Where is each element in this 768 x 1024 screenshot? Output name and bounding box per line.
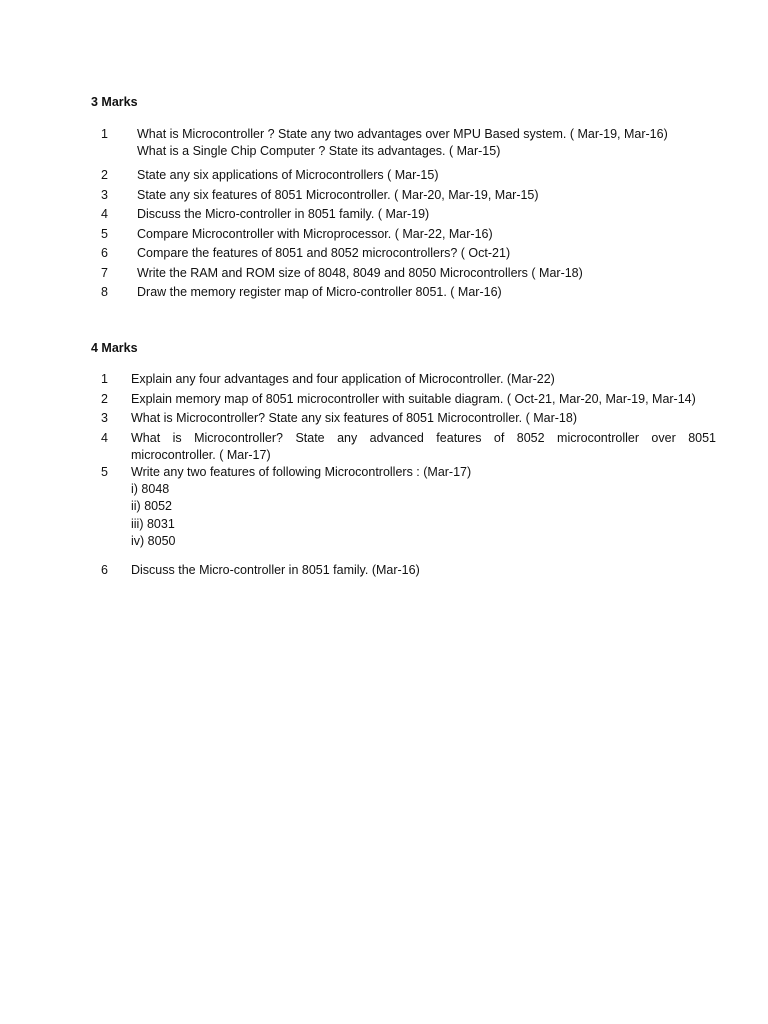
- question-number: 3: [101, 187, 108, 202]
- question-number: 4: [101, 430, 108, 445]
- section-title-3-marks: 3 Marks: [91, 95, 138, 109]
- sub-item: iv) 8050: [131, 534, 176, 548]
- question-text: Explain memory map of 8051 microcontroller with suitable diagram. ( Oct-21, Mar-20, Mar-19, Mar-14): [131, 391, 696, 406]
- question-number: 1: [101, 127, 108, 141]
- question-number: 3: [101, 411, 108, 425]
- question-number: 6: [101, 246, 108, 260]
- question-text: Write the RAM and ROM size of 8048, 8049 and 8050 Microcontrollers ( Mar-18): [137, 265, 583, 280]
- question-item: [91, 126, 721, 160]
- question-item: [91, 284, 721, 301]
- question-item: [91, 226, 721, 243]
- question-text: Compare Microcontroller with Microprocessor. ( Mar-22, Mar-16): [137, 226, 493, 241]
- question-item: [91, 206, 721, 223]
- question-item: [91, 562, 716, 579]
- question-number: 4: [101, 207, 108, 221]
- question-text: State any six applications of Microcontrollers ( Mar-15): [137, 168, 439, 182]
- question-list-3-marks: [91, 126, 721, 304]
- question-list-4-marks: [91, 371, 716, 581]
- question-text: What is Microcontroller ? State any two advantages over MPU Based system. ( Mar-19, Mar-16): [137, 127, 668, 141]
- question-text: Compare the features of 8051 and 8052 microcontrollers? ( Oct-21): [137, 246, 511, 260]
- question-item: [91, 430, 716, 464]
- question-number: 7: [101, 265, 108, 280]
- question-text: Discuss the Micro-controller in 8051 family. ( Mar-19): [137, 207, 430, 221]
- question-number: 2: [101, 168, 108, 182]
- question-number: 1: [101, 372, 108, 386]
- question-number: 5: [101, 226, 108, 241]
- section-title-4-marks: 4 Marks: [91, 341, 138, 355]
- question-text: Explain any four advantages and four application of Microcontroller. (Mar-22): [131, 372, 555, 386]
- question-item: [91, 167, 721, 184]
- question-text: What is Microcontroller? State any advanced features of 8052 microcontroller over 8051: [131, 430, 716, 445]
- question-text: Write any two features of following Microcontrollers : (Mar-17): [131, 464, 472, 479]
- question-number: 2: [101, 391, 108, 406]
- question-text: State any six features of 8051 Microcontroller. ( Mar-20, Mar-19, Mar-15): [137, 187, 539, 202]
- sub-item: i) 8048: [131, 481, 170, 496]
- question-item: [91, 391, 716, 408]
- question-number: 8: [101, 285, 108, 299]
- question-item: [91, 265, 721, 282]
- question-item: [91, 464, 716, 551]
- question-number: 6: [101, 562, 108, 577]
- question-item: [91, 245, 721, 262]
- question-text: Draw the memory register map of Micro-controller 8051. ( Mar-16): [137, 285, 502, 299]
- sub-item: iii) 8031: [131, 516, 175, 531]
- question-number: 5: [101, 464, 108, 479]
- question-item: [91, 410, 716, 427]
- question-text: What is a Single Chip Computer ? State its advantages. ( Mar-15): [137, 144, 501, 158]
- question-text-continued: microcontroller. ( Mar-17): [131, 447, 271, 462]
- sub-item: ii) 8052: [131, 499, 172, 513]
- question-text: What is Microcontroller? State any six features of 8051 Microcontroller. ( Mar-18): [131, 411, 578, 425]
- question-text: Discuss the Micro-controller in 8051 family. (Mar-16): [131, 562, 420, 577]
- question-item: [91, 187, 721, 204]
- question-item: [91, 371, 716, 388]
